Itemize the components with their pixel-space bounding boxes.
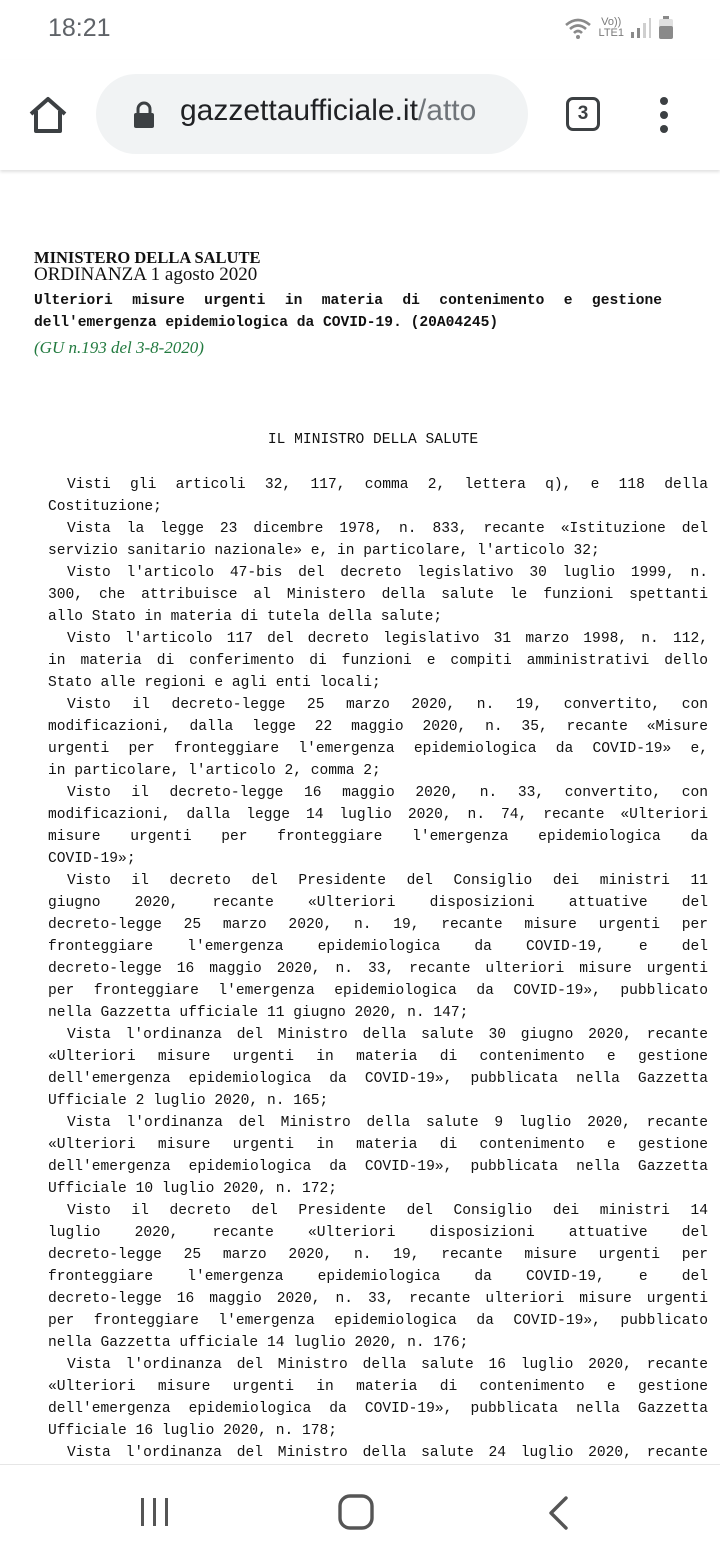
tab-switcher-button[interactable]: 3 [566, 97, 600, 131]
body-line: Vista l'ordinanza del Ministro della salute 24 luglio 2020, recante [67, 1445, 708, 1461]
body-line: Stato alle regioni e agli enti locali; [48, 675, 381, 691]
body-line: Visto l'articolo 117 del decreto legislativo 31 marzo 1998, n. 112, [67, 631, 708, 647]
body-line: Ufficiale 16 luglio 2020, n. 178; [48, 1423, 338, 1439]
body-line: Visto l'articolo 47-bis del decreto legislativo 30 luglio 1999, n. [67, 565, 708, 581]
body-line: Costituzione; [48, 499, 162, 515]
body-line: Vista l'ordinanza del Ministro della salute 16 luglio 2020, recante [67, 1357, 708, 1373]
document-body [48, 474, 708, 1464]
body-line: «Ulteriori misure urgenti in materia di contenimento e gestione [48, 1049, 708, 1065]
body-line: Ufficiale 2 luglio 2020, n. 165; [48, 1093, 329, 1109]
back-button[interactable] [544, 1495, 572, 1531]
body-line: COVID-19»; [48, 851, 136, 867]
url-path: /atto [417, 94, 477, 127]
body-line: in materia di conferimento di funzioni e compiti amministrativi dello [48, 653, 708, 669]
body-line: dell'emergenza epidemiologica da COVID-19», pubblicata nella Gazzetta [48, 1159, 708, 1175]
url-bar[interactable] [96, 74, 528, 154]
subject-line-1: Ulteriori misure urgenti in materia di contenimento e gestione [34, 293, 662, 309]
body-line: fronteggiare l'emergenza epidemiologica da COVID-19, e del [48, 1269, 708, 1285]
body-line: luglio 2020, recante «Ulteriori disposizioni attuative del [48, 1225, 708, 1241]
body-line: servizio sanitario nazionale» e, in particolare, l'articolo 32; [48, 543, 600, 559]
lte-indicator: Vo)) LTE1 [598, 16, 624, 39]
body-line: Visto il decreto-legge 16 maggio 2020, n. 33, convertito, con [67, 785, 708, 801]
body-line: «Ulteriori misure urgenti in materia di contenimento e gestione [48, 1137, 708, 1153]
signal-icon [630, 17, 652, 39]
recents-icon [138, 1495, 172, 1529]
body-line: decreto-legge 25 marzo 2020, n. 19, recante misure urgenti per [48, 1247, 708, 1263]
nav-home-button[interactable] [337, 1493, 375, 1531]
body-line: Vista l'ordinanza del Ministro della salute 9 luglio 2020, recante [67, 1115, 708, 1131]
menu-button[interactable] [650, 95, 678, 135]
status-time: 18:21 [48, 14, 111, 42]
lock-icon [132, 101, 156, 129]
body-line: allo Stato in materia di tutela della salute; [48, 609, 443, 625]
body-line: in particolare, l'articolo 2, comma 2; [48, 763, 381, 779]
body-line: per fronteggiare l'emergenza epidemiologica da COVID-19», pubblicato [48, 1313, 708, 1329]
body-line: nella Gazzetta ufficiale 14 luglio 2020, n. 176; [48, 1335, 469, 1351]
back-icon [544, 1495, 572, 1531]
home-button[interactable] [26, 93, 70, 137]
ordinance-subject [34, 290, 662, 334]
gu-reference-link[interactable]: (GU n.193 del 3-8-2020) [34, 338, 204, 357]
recents-button[interactable] [138, 1495, 172, 1529]
navigation-bar [0, 1464, 720, 1560]
home-icon [26, 93, 70, 137]
body-line: nella Gazzetta ufficiale 11 giugno 2020, n. 147; [48, 1005, 469, 1021]
document-content[interactable] [0, 172, 720, 1464]
body-line: Visti gli articoli 32, 117, comma 2, lettera q), e 118 della [67, 477, 708, 493]
body-line: modificazioni, dalla legge 14 luglio 2020, n. 74, recante «Ulteriori [48, 807, 708, 823]
body-line: Visto il decreto del Presidente del Consiglio dei ministri 14 [67, 1203, 708, 1219]
body-line: Vista l'ordinanza del Ministro della salute 30 giugno 2020, recante [67, 1027, 708, 1043]
section-heading: IL MINISTRO DELLA SALUTE [267, 432, 479, 448]
ministry-name: MINISTERO DELLA SALUTE [34, 248, 261, 267]
body-line: «Ulteriori misure urgenti in materia di contenimento e gestione [48, 1379, 708, 1395]
nav-home-icon [337, 1493, 375, 1531]
body-line: decreto-legge 16 maggio 2020, n. 33, recante ulteriori misure urgenti [48, 961, 708, 977]
body-line: giugno 2020, recante «Ulteriori disposizioni attuative del [48, 895, 708, 911]
body-line: Visto il decreto del Presidente del Consiglio dei ministri 11 [67, 873, 708, 889]
wifi-icon [563, 16, 593, 40]
body-line: dell'emergenza epidemiologica da COVID-19», pubblicata nella Gazzetta [48, 1071, 708, 1087]
browser-toolbar [0, 60, 720, 170]
body-line: Ufficiale 10 luglio 2020, n. 172; [48, 1181, 338, 1197]
url-host: gazzettaufficiale.it [180, 94, 418, 127]
body-line: modificazioni, dalla legge 22 maggio 2020, n. 35, recante «Misure [48, 719, 708, 735]
ordinance-title: ORDINANZA 1 agosto 2020 [34, 264, 258, 285]
body-line: fronteggiare l'emergenza epidemiologica da COVID-19, e del [48, 939, 708, 955]
body-line: 300, che attribuisce al Ministero della salute le funzioni spettanti [48, 587, 708, 603]
body-line: misure urgenti per fronteggiare l'emergenza epidemiologica da [48, 829, 708, 845]
status-bar [0, 0, 720, 60]
body-line: Vista la legge 23 dicembre 1978, n. 833, recante «Istituzione del [67, 521, 708, 537]
body-line: per fronteggiare l'emergenza epidemiologica da COVID-19», pubblicato [48, 983, 708, 999]
battery-icon [658, 16, 674, 40]
url-text [180, 94, 476, 128]
body-line: urgenti per fronteggiare l'emergenza epidemiologica da COVID-19» e, [48, 741, 708, 757]
body-line: decreto-legge 25 marzo 2020, n. 19, recante misure urgenti per [48, 917, 708, 933]
body-line: dell'emergenza epidemiologica da COVID-19», pubblicata nella Gazzetta [48, 1401, 708, 1417]
body-line: Visto il decreto-legge 25 marzo 2020, n. 19, convertito, con [67, 697, 708, 713]
body-line: decreto-legge 16 maggio 2020, n. 33, recante ulteriori misure urgenti [48, 1291, 708, 1307]
more-vert-icon [650, 95, 678, 135]
subject-line-2: dell'emergenza epidemiologica da COVID-19. (20A04245) [34, 315, 499, 331]
status-icons [563, 16, 674, 40]
